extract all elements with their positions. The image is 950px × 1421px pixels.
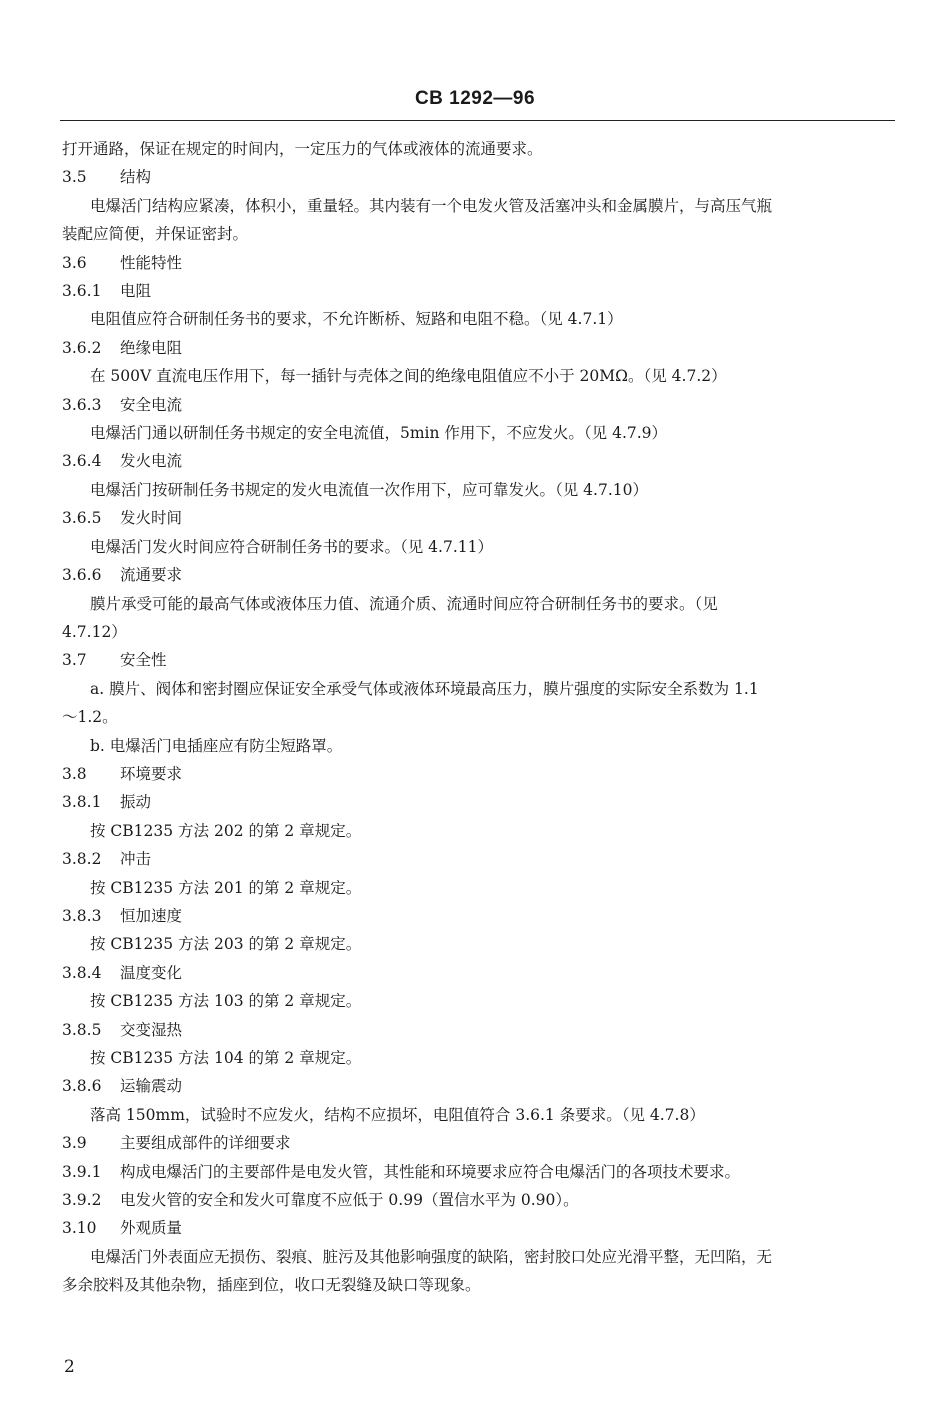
section-heading — [62, 959, 897, 987]
section-title: 安全性 — [120, 651, 167, 670]
section-heading — [62, 249, 897, 277]
continuation-line: 多余胶料及其他杂物，插座到位，收口无裂缝及缺口等现象。 — [62, 1276, 481, 1295]
section-number: 3.6.1 — [62, 282, 102, 301]
section-number: 3.6 — [62, 253, 87, 272]
section-title: 振动 — [120, 793, 152, 812]
section-title: 环境要求 — [120, 764, 183, 783]
section-heading — [62, 646, 897, 674]
section-title: 构成电爆活门的主要部件是电发火管，其性能和环境要求应符合电爆活门的各项技术要求。 — [120, 1162, 741, 1181]
section-title: 外观质量 — [120, 1219, 183, 1238]
section-heading — [62, 788, 897, 816]
section-title: 发火时间 — [120, 509, 183, 528]
continuation-line: 装配应简便，并保证密封。 — [62, 225, 249, 244]
section-number: 3.6.4 — [62, 452, 102, 471]
section-title: 交变湿热 — [120, 1020, 183, 1039]
paragraph-line: 按 CB1235 方法 203 的第 2 章规定。 — [90, 935, 362, 954]
section-number: 3.10 — [62, 1219, 97, 1238]
section-number: 3.6.5 — [62, 509, 102, 528]
section-title: 性能特性 — [120, 253, 183, 272]
section-number: 3.6.6 — [62, 566, 102, 585]
paragraph-line: 按 CB1235 方法 104 的第 2 章规定。 — [90, 1049, 362, 1067]
section-number: 3.8.1 — [62, 793, 102, 812]
paragraph-line: b. 电爆活门电插座应有防尘短路罩。 — [90, 736, 343, 755]
standard-code-header: CB 1292—96 — [414, 88, 536, 109]
section-heading — [62, 447, 897, 475]
continuation-line: 打开通路，保证在规定的时间内，一定压力的气体或液体的流通要求。 — [62, 140, 543, 158]
section-title: 绝缘电阻 — [120, 338, 183, 357]
section-number: 3.7 — [62, 651, 87, 670]
section-title: 冲击 — [120, 850, 152, 869]
section-title: 流通要求 — [120, 566, 183, 585]
section-number: 3.8.2 — [62, 850, 102, 869]
section-number: 3.8 — [62, 764, 87, 783]
paragraph-line: 电爆活门通以研制任务书规定的安全电流值，5min 作用下，不应发火。（见 4.7.9） — [90, 424, 668, 443]
section-heading — [62, 277, 897, 305]
section-title: 电发火管的安全和发火可靠度不应低于 0.99（置信水平为 0.90）。 — [120, 1191, 579, 1210]
section-heading — [62, 845, 897, 873]
section-title: 恒加速度 — [120, 906, 183, 925]
header-rule — [60, 120, 895, 121]
paragraph-line: 按 CB1235 方法 103 的第 2 章规定。 — [90, 992, 362, 1011]
section-heading — [62, 1072, 897, 1100]
section-title: 电阻 — [120, 282, 152, 301]
section-title: 主要组成部件的详细要求 — [120, 1134, 291, 1153]
paragraph-line: 电爆活门按研制任务书规定的发火电流值一次作用下，应可靠发火。（见 4.7.10） — [90, 480, 648, 499]
section-title: 结构 — [120, 168, 152, 187]
paragraph-line: 按 CB1235 方法 202 的第 2 章规定。 — [90, 821, 362, 840]
section-heading — [62, 504, 897, 532]
section-title: 发火电流 — [120, 452, 183, 471]
section-heading — [62, 561, 897, 589]
section-title: 温度变化 — [120, 963, 183, 982]
section-heading — [62, 1129, 897, 1157]
section-heading — [62, 902, 897, 930]
body-text — [62, 135, 897, 1300]
paragraph-line: 电爆活门发火时间应符合研制任务书的要求。（见 4.7.11） — [90, 537, 493, 556]
section-number: 3.8.5 — [62, 1020, 102, 1039]
section-heading — [62, 1016, 897, 1044]
paragraph-line: 电爆活门结构应紧凑，体积小，重量轻。其内装有一个电发火管及活塞冲头和金属膜片，与高压气瓶 — [90, 196, 773, 215]
paragraph-line: 落高 150mm，试验时不应发火，结构不应损坏，电阻值符合 3.6.1 条要求。（见 4.7.8） — [90, 1105, 705, 1124]
paragraph-line: 电阻值应符合研制任务书的要求，不允许断桥、短路和电阻不稳。（见 4.7.1） — [90, 310, 623, 329]
section-heading — [62, 163, 897, 191]
section-number: 3.8.6 — [62, 1077, 102, 1096]
section-number: 3.9.2 — [62, 1191, 102, 1210]
section-number: 3.9.1 — [62, 1162, 102, 1181]
section-number: 3.6.2 — [62, 338, 102, 357]
section-heading — [62, 760, 897, 788]
page-number: 2 — [64, 1357, 75, 1377]
section-title: 安全电流 — [120, 395, 183, 414]
paragraph-line: 电爆活门外表面应无损伤、裂痕、脏污及其他影响强度的缺陷，密封胶口处应光滑平整，无凹陷，无 — [90, 1247, 773, 1266]
section-number: 3.8.3 — [62, 906, 102, 925]
section-heading — [62, 1214, 897, 1242]
section-heading — [62, 1186, 897, 1214]
paragraph-line: 膜片承受可能的最高气体或液体压力值、流通介质、流通时间应符合研制任务书的要求。（见 — [90, 594, 718, 613]
section-heading — [62, 1158, 897, 1186]
section-number: 3.5 — [62, 168, 87, 187]
section-number: 3.9 — [62, 1134, 87, 1153]
paragraph-line: 按 CB1235 方法 201 的第 2 章规定。 — [90, 878, 362, 897]
section-title: 运输震动 — [120, 1077, 183, 1096]
continuation-line: ～1.2。 — [62, 708, 118, 727]
paragraph-line: 在 500V 直流电压作用下，每一插针与壳体之间的绝缘电阻值应不小于 20MΩ。（见 4.7.2） — [90, 367, 727, 386]
section-number: 3.8.4 — [62, 963, 102, 982]
section-number: 3.6.3 — [62, 395, 102, 414]
section-heading — [62, 334, 897, 362]
paragraph-line: a. 膜片、阀体和密封圈应保证安全承受气体或液体环境最高压力，膜片强度的实际安全系数为 1.1 — [90, 679, 759, 698]
section-heading — [62, 391, 897, 419]
continuation-line: 4.7.12） — [62, 622, 127, 641]
